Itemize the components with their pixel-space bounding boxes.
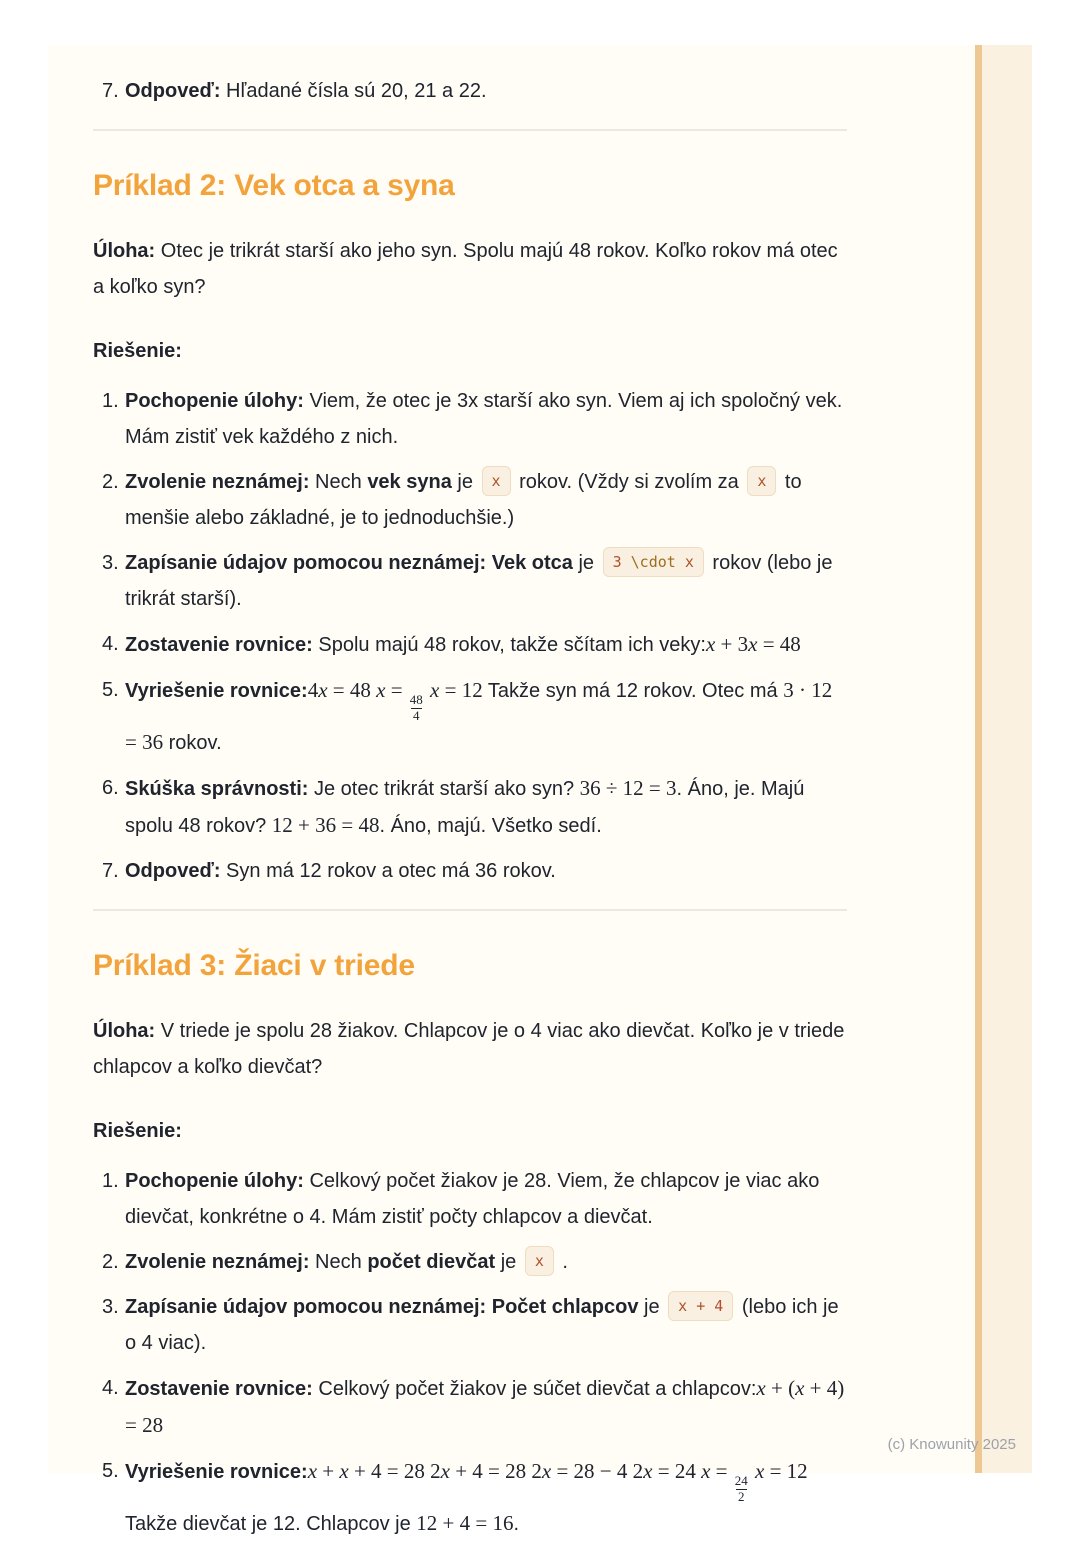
code-token: x xyxy=(534,1251,544,1270)
plain-text: . Áno, majú. Všetko sedí. xyxy=(379,814,602,837)
list-item-body xyxy=(125,1296,839,1354)
numbered-list xyxy=(93,73,847,109)
plain-text: rokov (lebo je trikrát starší). xyxy=(125,552,833,610)
plain-text: . Áno, je. Majú spolu 48 rokov? xyxy=(125,777,805,837)
bold-text: Zostavenie rovnice: xyxy=(125,634,313,656)
code-token: 4 xyxy=(705,1296,724,1315)
plain-text: Viem, že otec je 3x starší ako syn. Viem aj ich spoločný vek. Mám zistiť vek každého z nich. xyxy=(125,390,843,448)
bold-text: Zapísanie údajov pomocou neznámej: Počet chlapcov xyxy=(125,1295,639,1318)
bold-text: Riešenie: xyxy=(93,1119,182,1142)
plain-text: . xyxy=(556,1250,568,1273)
bold-text: Zapísanie údajov pomocou neznámej: Vek otca xyxy=(125,552,573,574)
fraction-denominator: 4 xyxy=(413,707,420,723)
bold-text: Pochopenie úlohy: xyxy=(125,390,304,412)
math-expression: 3 · 12 = 36 xyxy=(125,678,833,754)
list-number: 5. xyxy=(102,679,119,701)
document-page xyxy=(48,45,1032,1535)
bold-text: Zvolenie neznámej: xyxy=(125,1250,310,1273)
paragraph xyxy=(93,1013,847,1085)
list-number: 6. xyxy=(102,776,119,799)
list-item xyxy=(93,545,847,617)
list-item xyxy=(93,1453,847,1542)
list-number: 7. xyxy=(102,859,119,882)
bold-text: Vyriešenie rovnice: xyxy=(125,1460,308,1483)
plain-text: V triede je spolu 28 žiakov. Chlapcov je o 4 viac ako dievčat. Koľko je v triede chlapcov a koľko dievčat? xyxy=(93,1019,845,1078)
bold-text: Pochopenie úlohy: xyxy=(125,1169,304,1192)
plain-text: je xyxy=(495,1250,522,1273)
code-token: x xyxy=(678,1296,697,1315)
numbered-list xyxy=(93,1163,847,1542)
list-item-body xyxy=(125,680,832,754)
inline-code-chip xyxy=(603,547,704,577)
plain-text: Spolu majú 48 rokov, takže sčítam ich veky: xyxy=(312,634,706,656)
paragraph xyxy=(93,1113,847,1149)
bold-text: Skúška správnosti: xyxy=(125,777,309,800)
plain-text: je xyxy=(572,552,600,574)
list-number: 4. xyxy=(102,1376,119,1399)
list-item-body xyxy=(125,634,801,656)
list-number: 3. xyxy=(102,552,119,574)
bold-text: Zvolenie neznámej: xyxy=(125,471,310,493)
list-item-body xyxy=(125,471,802,529)
math-expression: x = 12 xyxy=(430,678,483,702)
bold-text: Odpoveď: xyxy=(125,859,221,882)
page-edge-stripe xyxy=(975,45,982,1473)
plain-text: to menšie alebo základné, je to jednoduchšie.) xyxy=(125,471,802,529)
math-expression: x + 3x = 48 xyxy=(705,632,801,656)
bold-text: počet dievčat xyxy=(367,1250,496,1273)
list-item xyxy=(93,1370,847,1444)
plain-text: Nech xyxy=(309,1250,368,1273)
plain-text: Takže syn má 12 rokov. Otec má xyxy=(482,680,784,702)
math-fraction xyxy=(410,693,423,724)
math-fraction xyxy=(735,1474,748,1505)
math-expression: 12 + 4 = 16 xyxy=(416,1510,514,1535)
list-item-body xyxy=(125,775,805,837)
list-item-body xyxy=(125,1170,819,1228)
list-number: 7. xyxy=(102,80,119,102)
divider xyxy=(93,909,847,911)
list-item xyxy=(93,1289,847,1361)
paragraph xyxy=(93,233,847,305)
bold-text: Vyriešenie rovnice: xyxy=(125,680,308,702)
page-edge-panel xyxy=(982,45,1032,1473)
code-token: x xyxy=(757,472,767,490)
math-expression: x + (x + 4) = 28 xyxy=(125,1375,845,1437)
plain-text: (lebo ich je o 4 viac). xyxy=(125,1295,839,1354)
paragraph xyxy=(93,333,847,369)
plain-text: Otec je trikrát starší ako jeho syn. Spolu majú 48 rokov. Koľko rokov má otec a koľko syn? xyxy=(93,240,838,298)
bold-text: Úloha: xyxy=(93,240,156,262)
bold-text: Úloha: xyxy=(93,1019,156,1042)
math-expression: 4x = 48 x = xyxy=(307,678,408,702)
numbered-list xyxy=(93,383,847,889)
divider xyxy=(93,129,847,131)
list-item xyxy=(93,770,847,844)
copyright-footer: (c) Knowunity 2025 xyxy=(887,1436,1016,1453)
list-item xyxy=(93,1163,847,1235)
fraction-denominator: 2 xyxy=(738,1488,745,1504)
list-item xyxy=(93,672,847,761)
inline-code-chip xyxy=(668,1291,733,1321)
list-number: 1. xyxy=(102,1169,119,1192)
list-number: 5. xyxy=(102,1459,119,1482)
list-item xyxy=(93,383,847,455)
bold-text: vek syna xyxy=(367,471,452,493)
math-expression: x + x + 4 = 28 2x + 4 = 28 2x = 28 − 4 2x = 24 x = xyxy=(307,1458,733,1483)
plain-text: Celkový počet žiakov je 28. Viem, že chlapcov je viac ako dievčat, konkrétne o 4. Mám zistiť počty chlapcov a dievčat. xyxy=(125,1169,820,1228)
section-heading: Príklad 3: Žiaci v triede xyxy=(93,948,415,982)
plain-text: rokov. xyxy=(163,731,222,754)
plain-text: Celkový počet žiakov je súčet dievčat a chlapcov: xyxy=(312,1377,757,1400)
plain-text: je xyxy=(451,471,479,493)
list-number: 2. xyxy=(102,471,119,493)
plain-text: Syn má 12 rokov a otec má 36 rokov. xyxy=(220,859,556,882)
plain-text: Je otec trikrát starší ako syn? xyxy=(308,777,580,800)
plain-text: . xyxy=(513,1512,520,1535)
code-token: x xyxy=(491,472,501,490)
plain-text: rokov. (Vždy si zvolím za xyxy=(513,471,745,493)
list-item-body xyxy=(125,552,832,610)
list-item-body xyxy=(125,1251,568,1273)
plain-text: Takže dievčat je 12. Chlapcov je xyxy=(125,1512,417,1535)
list-item xyxy=(93,1244,847,1280)
list-number: 2. xyxy=(102,1250,119,1273)
code-token: x xyxy=(675,553,694,571)
list-item-body xyxy=(125,1375,845,1437)
list-item-body xyxy=(125,80,487,102)
bold-text: Zostavenie rovnice: xyxy=(125,1377,313,1400)
list-item-body xyxy=(125,1458,808,1535)
article xyxy=(93,45,847,1542)
inline-code-chip xyxy=(482,466,511,496)
list-item xyxy=(93,73,847,109)
list-item xyxy=(93,464,847,536)
list-number: 1. xyxy=(102,390,119,412)
code-token: + xyxy=(696,1296,706,1315)
math-expression: x = 12 xyxy=(755,1458,808,1483)
section-heading: Príklad 2: Vek otca a syna xyxy=(93,169,455,202)
bold-text: Odpoveď: xyxy=(125,80,221,102)
code-token: \cdot xyxy=(630,553,676,571)
inline-code-chip xyxy=(747,466,776,496)
list-item-body xyxy=(125,860,556,882)
fraction-numerator: 48 xyxy=(409,692,423,707)
math-expression: 36 ÷ 12 = 3 xyxy=(579,775,677,800)
plain-text: Hľadané čísla sú 20, 21 a 22. xyxy=(220,80,487,102)
list-item-body xyxy=(125,390,842,448)
plain-text: je xyxy=(638,1295,666,1318)
code-token: 3 xyxy=(612,553,631,571)
list-number: 3. xyxy=(102,1295,119,1318)
math-expression: 12 + 36 = 48 xyxy=(271,812,380,837)
list-item xyxy=(93,853,847,889)
plain-text: Nech xyxy=(309,471,368,493)
inline-code-chip xyxy=(525,1246,554,1276)
fraction-numerator: 24 xyxy=(734,1472,748,1488)
list-item xyxy=(93,626,847,663)
bold-text: Riešenie: xyxy=(93,340,182,362)
list-number: 4. xyxy=(102,633,119,655)
